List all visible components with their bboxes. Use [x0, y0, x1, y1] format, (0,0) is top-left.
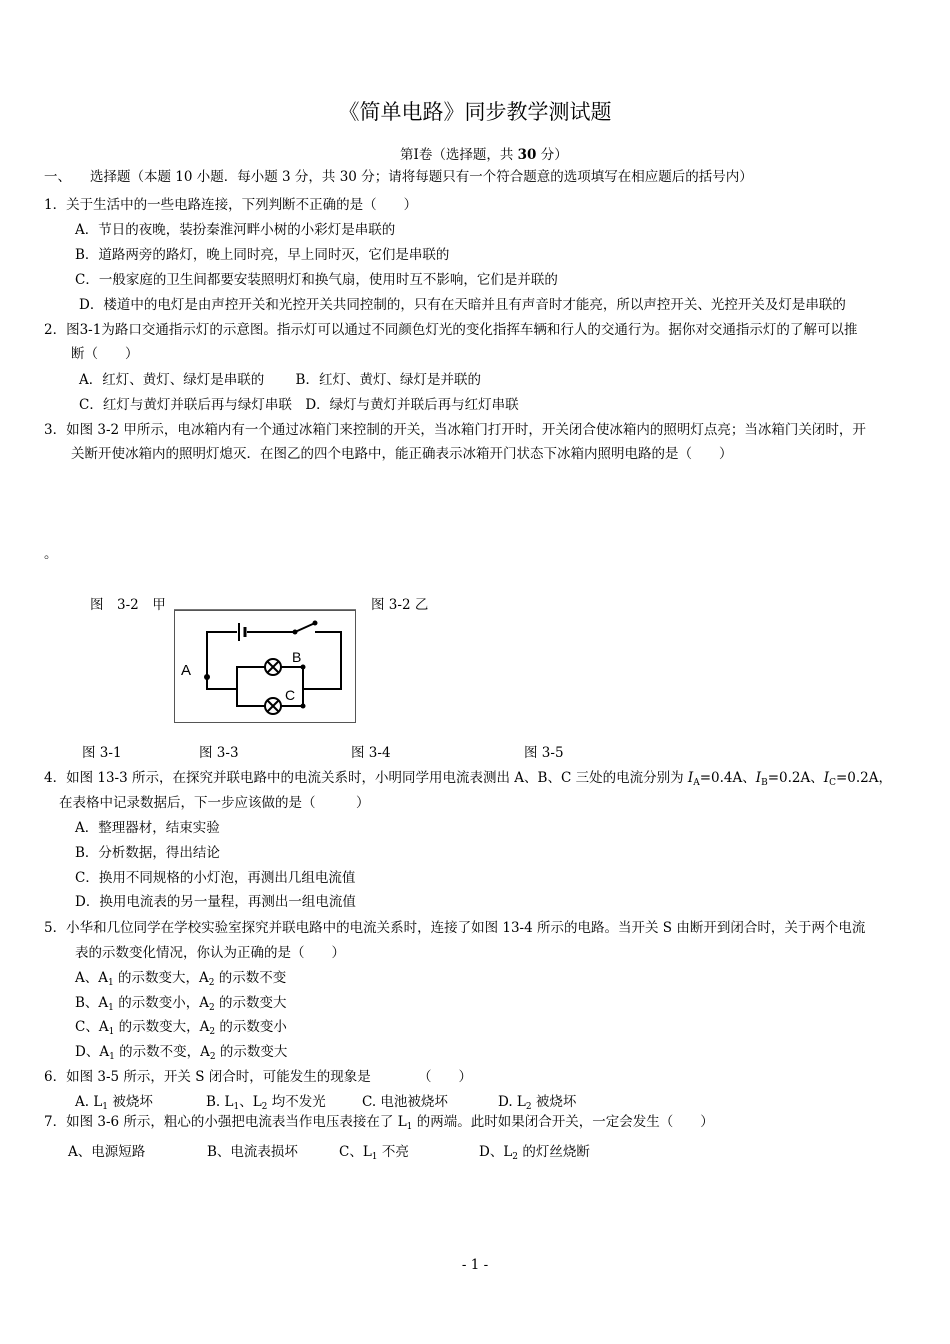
figure-3-2-a-label: 图 3-2 甲	[90, 597, 166, 613]
q1-option-a: A．节日的夜晚，装扮秦淮河畔小树的小彩灯是串联的	[75, 222, 396, 238]
q4-stem-line2: 在表格中记录数据后，下一步应该做的是（ ）	[59, 795, 370, 811]
q1-option-d: D．楼道中的电灯是由声控开关和光控开关共同控制的，只有在天暗并且有声音时才能亮，所以声控开关、光控开关及灯是串联的	[79, 297, 846, 313]
q5-stem-line1: 5．小华和几位同学在学校实验室探究并联电路中的电流关系时，连接了如图 13-4 所示的电路。当开关 S 由断开到闭合时，关于两个电流	[44, 920, 866, 936]
q1-option-b: B．道路两旁的路灯，晚上同时亮，早上同时灭，它们是串联的	[75, 247, 450, 263]
q7-option-a: A、电源短路	[68, 1144, 146, 1160]
figure-3-4-label: 图 3-4	[351, 745, 391, 761]
q2-stem-line2: 断（ ）	[71, 346, 139, 362]
q4-option-a: A．整理器材，结束实验	[75, 820, 220, 836]
q7-option-b: B、电流表损坏	[207, 1144, 298, 1160]
part-one-instructions: 选择题（本题 10 小题．每小题 3 分，共 30 分；请将每题只有一个符合题意的选项填写在相应题后的括号内）	[90, 169, 753, 185]
circuit-figure	[174, 610, 356, 723]
figure-3-2-b-label: 图 3-2 乙	[371, 597, 429, 613]
q2-stem-line1: 2．图3-1为路口交通指示灯的示意图。指示灯可以通过不同颜色灯光的变化指挥车辆和行人的交通行为。据你对交通指示灯的了解可以推	[44, 322, 858, 338]
switch-blade	[295, 623, 315, 632]
q2-options-ab: A．红灯、黄灯、绿灯是串联的 B．红灯、黄灯、绿灯是并联的	[79, 372, 481, 388]
q5-option-d: D、$A_1$ 的示数不变，$A_2$ 的示数变大	[75, 1044, 288, 1062]
label-a: A	[181, 662, 192, 679]
q4-option-b: B．分析数据，得出结论	[75, 845, 220, 861]
q4-option-d: D．换用电流表的另一量程，再测出一组电流值	[75, 894, 356, 910]
q6-option-b: B. $L_1$、$L_2$ 均不发光	[206, 1094, 326, 1112]
q7-stem: 7．如图 3-6 所示，粗心的小强把电流表当作电压表接在了 $L_1$ 的两端。此时如果闭合开关，一定会发生（ ）	[44, 1114, 714, 1132]
parallel-circuit-diagram	[175, 611, 355, 722]
branch-lower-left	[237, 689, 265, 706]
q4-stem-line1: 4．如图 13-3 所示，在探究并联电路中的电流关系时，小明同学用电流表测出 A、B、C 三处的电流分别为 $I_A=0.4A$、$I_B=0.2A$、$I_C=0.2A$，	[44, 770, 893, 788]
page-title: 《简单电路》同步教学测试题	[338, 100, 612, 124]
q6-option-a: A. $L_1$ 被烧坏	[75, 1094, 153, 1112]
stray-dot: 。	[44, 546, 58, 562]
figure-3-3-label: 图 3-3	[199, 745, 239, 761]
q6-option-c: C. 电池被烧坏	[362, 1094, 448, 1110]
q3-stem-line2: 关断开使冰箱内的照明灯熄灭．在图乙的四个电路中，能正确表示冰箱开门状态下冰箱内照明电路的是（ ）	[71, 446, 733, 462]
q2-options-cd: C．红灯与黄灯并联后再与绿灯串联 D．绿灯与黄灯并联后再与红灯串联	[79, 397, 519, 413]
q6-stem: 6．如图 3-5 所示，开关 S 闭合时，可能发生的现象是 （ ）	[44, 1069, 472, 1085]
q1-stem: 1．关于生活中的一些电路连接，下列判断不正确的是（ ）	[44, 197, 418, 213]
q7-option-c: C、$L_1$ 不亮	[339, 1144, 409, 1162]
junction-b-dot	[301, 665, 306, 670]
q5-option-a: A、$A_1$ 的示数变大，$A_2$ 的示数不变	[75, 970, 287, 988]
q5-stem-line2: 表的示数变化情况，你认为正确的是（ ）	[75, 945, 345, 961]
q5-option-c: C、$A_1$ 的示数变大，$A_2$ 的示数变小	[75, 1019, 287, 1037]
part-one-number: 一、	[44, 169, 71, 185]
q1-option-c: C．一般家庭的卫生间都要安装照明灯和换气扇，使用时互不影响，它们是并联的	[75, 272, 558, 288]
figure-3-5-label: 图 3-5	[524, 745, 564, 761]
q3-stem-line1: 3．如图 3-2 甲所示，电冰箱内有一个通过冰箱门来控制的开关，当冰箱门打开时，开关闭合使冰箱内的照明灯点亮；当冰箱门关闭时，开	[44, 422, 866, 438]
junction-a-dot	[204, 674, 210, 680]
q4-option-c: C．换用不同规格的小灯泡，再测出几组电流值	[75, 870, 356, 886]
q5-option-b: B、$A_1$ 的示数变小，$A_2$ 的示数变大	[75, 995, 287, 1013]
wire-left-top	[207, 632, 237, 671]
wire-right	[311, 632, 341, 689]
label-b: B	[292, 649, 302, 665]
branch-upper-left	[237, 667, 265, 689]
label-c: C	[285, 687, 296, 703]
q6-option-d: D. $L_2$ 被烧坏	[498, 1094, 577, 1112]
junction-c-dot	[301, 704, 306, 709]
branch-upper-right	[281, 667, 303, 689]
section-header: 第Ⅰ卷（选择题，共 30 分）	[400, 147, 568, 163]
figure-3-1-label: 图 3-1	[82, 745, 122, 761]
q7-option-d: D、$L_2$ 的灯丝烧断	[479, 1144, 590, 1162]
page-number: - 1 -	[461, 1257, 489, 1273]
wire-left-junction	[207, 671, 237, 689]
